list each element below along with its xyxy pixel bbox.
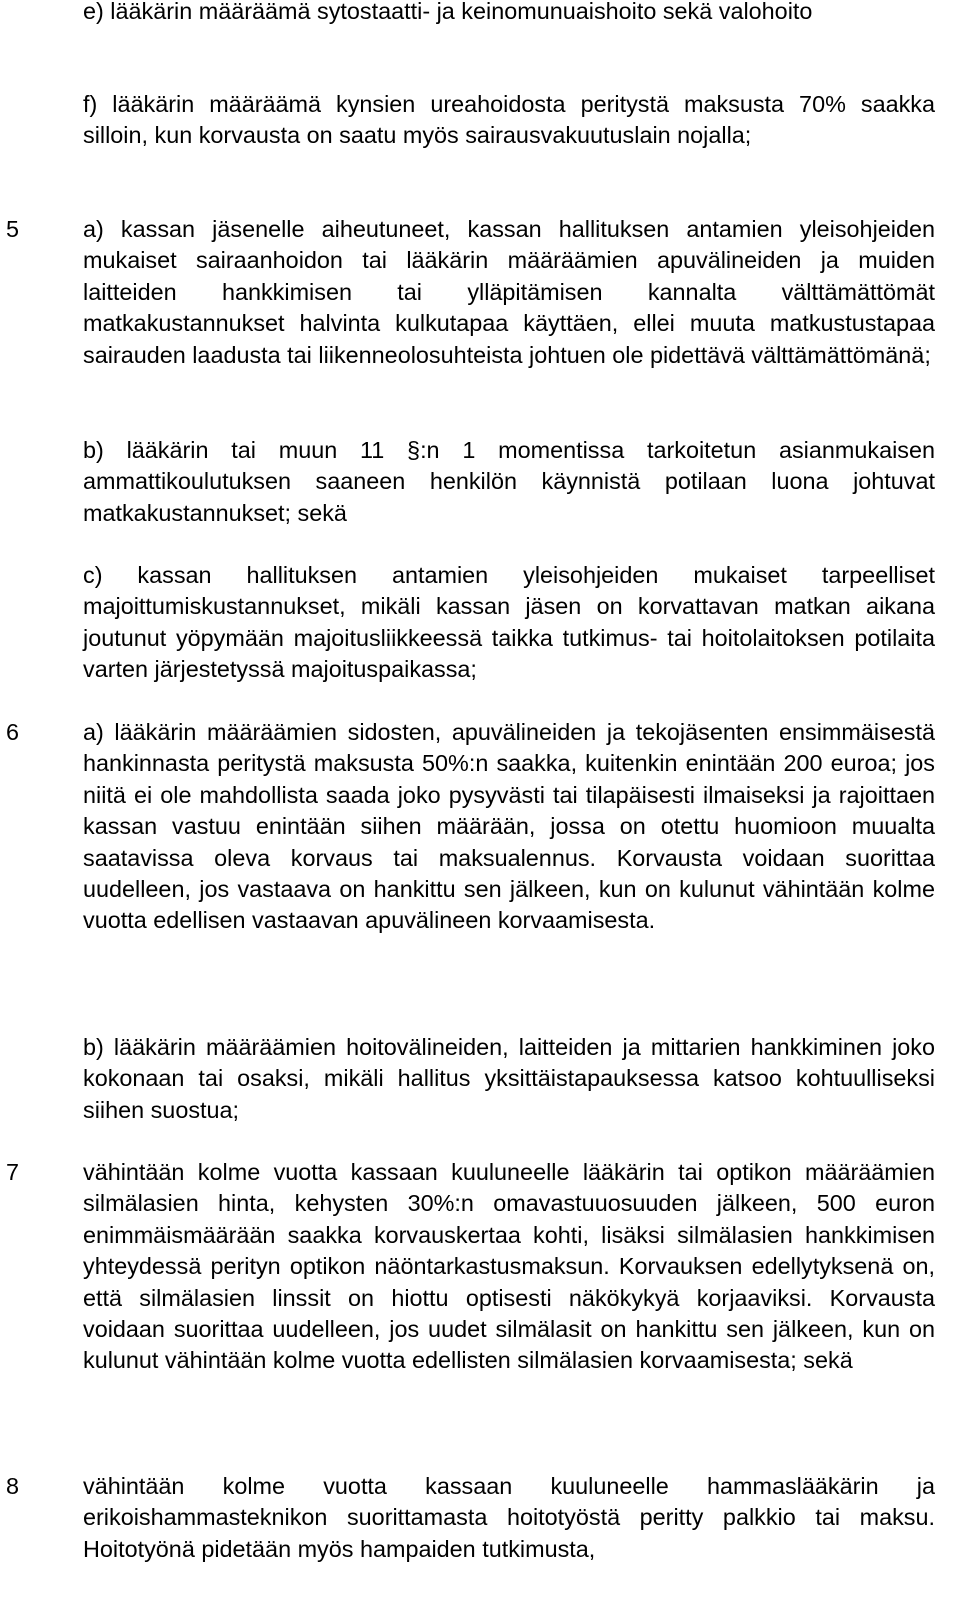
paragraph-8: vähintään kolme vuotta kassaan kuuluneelle hammaslääkärin ja erikoishammasteknikon suorittamasta hoitotyöstä peritty palkkio tai maksu. Hoitotyönä pidetään myös hampaiden tutkimusta, (83, 1473, 935, 1562)
paragraph-7: vähintään kolme vuotta kassaan kuuluneelle lääkärin tai optikon määräämien silmälasien hinta, kehysten 30%:n omavastuuosuuden jälkeen, 500 euron enimmäismäärään saakka korvauskertaa kohti, lisäksi silmälasien hankkimisen yhteydessä perityn optikon näöntarkastusmaksun. Korvauksen edellytyksenä on, että silmälasien linssit on hiottu optisesti näkökykyä korjaaviksi. Korvausta voidaan suorittaa uudelleen, jos uudet silmälasit on hankittu sen jälkeen, kun on kulunut vähintään kolme vuotta edellisten silmälasien korvaamisesta; sekä (83, 1159, 935, 1374)
paragraph-5c: c) kassan hallituksen antamien yleisohjeiden mukaiset tarpeelliset majoittumiskustannukset, mikäli kassan jäsen on korvattavan matkan aikana joutunut yöpymään majoitusliikkeessä taikka tutkimus- tai hoitolaitoksen potilaita varten järjestetyssä majoituspaikassa; (83, 562, 935, 683)
paragraph-6b: b) lääkärin määräämien hoitovälineiden, laitteiden ja mittarien hankkiminen joko kokonaan tai osaksi, mikäli hallitus yksittäistapauksessa katsoo kohtuulliseksi siihen suostua; (83, 1034, 935, 1123)
section-number-8: 8 (6, 1473, 20, 1499)
section-number-5: 5 (6, 216, 20, 242)
paragraph-5b: b) lääkärin tai muun 11 §:n 1 momentissa tarkoitetun asianmukaisen ammattikoulutuksen saaneen henkilön käynnistä potilaan luona johtuvat matkakustannukset; sekä (83, 437, 935, 526)
paragraph-6a: a) lääkärin määräämien sidosten, apuvälineiden ja tekojäsenten ensimmäisestä hankinnasta peritystä maksusta 50%:n saakka, kuitenkin enintään 200 euroa; jos niitä ei ole mahdollista saada joko pysyvästi tai tilapäisesti ilmaiseksi ja rajoittaen kassan vastuu enintään siihen määrään, jossa on otettu huomioon muualta saatavissa oleva korvaus tai maksualennus. Korvausta voidaan suorittaa uudelleen, jos vastaava on hankittu sen jälkeen, kun on kulunut vähintään kolme vuotta edellisen vastaavan apuvälineen korvaamisesta. (83, 719, 935, 934)
paragraph-4f: f) lääkärin määräämä kynsien ureahoidosta peritystä maksusta 70% saakka silloin, kun korvausta on saatu myös sairausvakuutuslain nojalla; (83, 91, 935, 149)
paragraph-4e: e) lääkärin määräämä sytostaatti- ja keinomunuaishoito sekä valohoito (83, 0, 813, 24)
section-number-7: 7 (6, 1159, 20, 1185)
paragraph-5a: a) kassan jäsenelle aiheutuneet, kassan hallituksen antamien yleisohjeiden mukaiset sairaanhoidon tai lääkärin määräämien apuvälineiden ja muiden laitteiden hankkimisen tai ylläpitämisen kannalta välttämättömät matkakustannukset halvinta kulkutapaa käyttäen, ellei muuta matkustustapaa sairauden laadusta tai liikenneolosuhteista johtuen ole pidettävä välttämättömänä; (83, 216, 935, 368)
section-number-6: 6 (6, 719, 20, 745)
